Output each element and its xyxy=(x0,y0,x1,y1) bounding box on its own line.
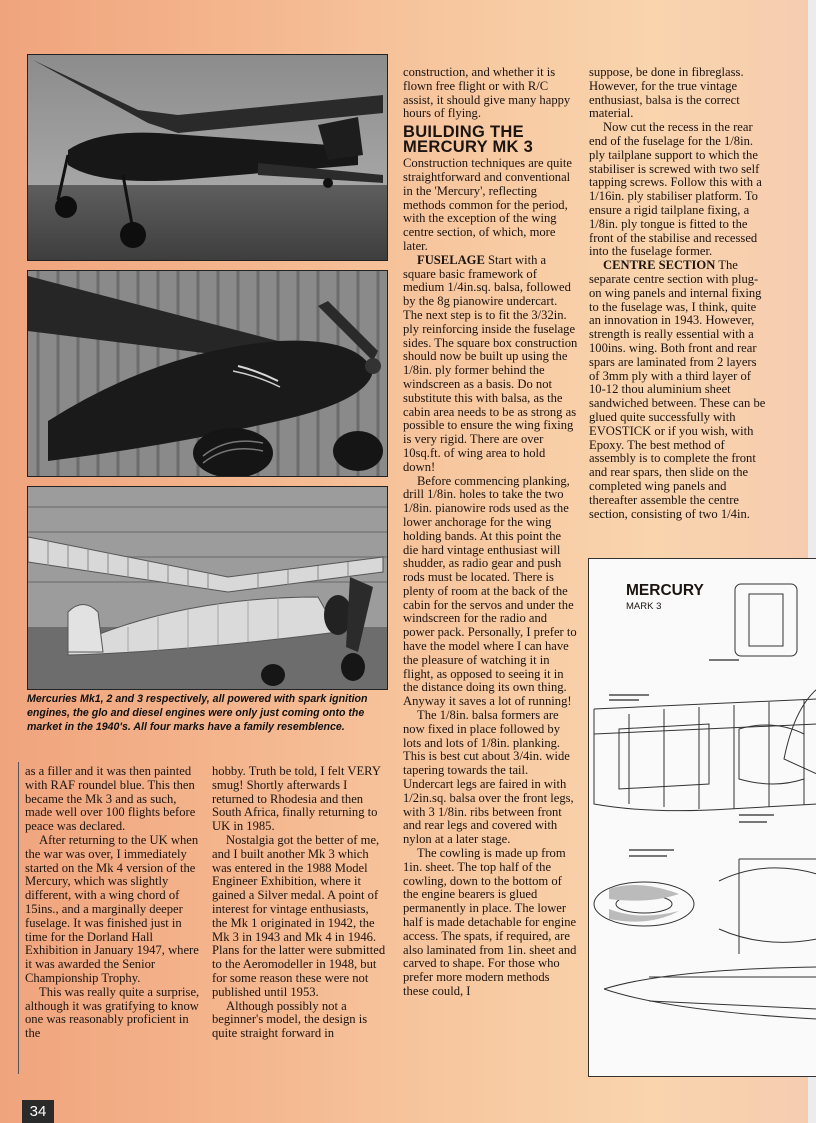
heading-line: BUILDING THE xyxy=(403,123,524,142)
paragraph: construction, and whether it is flown free flight or with R/C assist, it should give many happy hours of flying. xyxy=(403,65,571,121)
centre-section-text: The separate centre section with plug-on wing panels and internal fixing to the fuselage was, I think, quite an innovation in 1943. However, strength is really essential with a 100ins. wing. Both front and rear spars are laminated from 2 layers of 3mm ply with a third layer of 10-12 thou aluminium sheet sandwiched between. These can be glued quite successfully with EVOSTICK or if you wish, with Epoxy. The best method of assembly is to complete the front and rear spars, then slide on the completed wing panels and thereafter assemble the centre section, consisting of two 1/4in. xyxy=(589,258,766,521)
paragraph: The cowling is made up from 1in. sheet. The top half of the cowling, down to the bottom of the engine bearers is glued permanently in place. The lower half is made detachable for engine access. The spats, if required, are also laminated from 1in. sheet and carved to shape. For those who prefer more modern methods these could, I xyxy=(403,846,577,998)
paragraph: This was really quite a surprise, although it was gratifying to know one was reasonably proficient in the xyxy=(25,984,200,1041)
paragraph: The 1/8in. balsa formers are now fixed in place followed by lots and lots of 1/8in. planking. This is best cut about 3/4in. wide tapering towards the tail. Undercart legs are faired in with 1/2in.sq. balsa over the front legs, with 3 1/8in. ribs between front and rear legs and covered with nylon at a later stage. xyxy=(403,708,574,847)
photo-mercury-mk1 xyxy=(27,54,388,261)
column-4 xyxy=(589,66,767,521)
heading-line: MERCURY MK 3 xyxy=(403,138,534,157)
fuselage-text: Start with a square basic framework of medium 1/4in.sq. balsa, followed by the 8g pianowire undercart. The next step is to fit the 3/32in. ply reinforcing inside the fuselage sides. The square box construction should now be built up using the 1/8in. ply former behind the windscreen as a basis. Do not substitute this with balsa, as the cabin area needs to be as strong as possible to ensure the wing fixing is very rigid. There are over 10sq.ft. of wing area to hold down! xyxy=(403,252,578,474)
photo-mercury-mk2 xyxy=(27,270,388,477)
paragraph: Nostalgia got the better of me, and I built another Mk 3 which was entered in the 1988 Model Engineer Exhibition, where it gained a Silver medal. A point of interest for vintage enthusiasts, the Mk 1 originated in 1942, the Mk 3 in 1943 and Mk 4 in 1946. Plans for the latter were submitted to the Aeromodeller in 1948, but for some reason these were not published until 1953. xyxy=(212,832,386,999)
paragraph: After returning to the UK when the war was over, I immediately started on the Mk 4 version of the Mercury, which was slightly different, with a wing chord of 15ins., and a marginally deeper fuselage. It was finished just in time for the Dorland Hall Exhibition in January 1947, where it was awarded the Senior Championship Trophy. xyxy=(25,832,199,985)
paragraph: hobby. Truth be told, I felt VERY smug! Shortly afterwards I returned to Rhodesia and then South Africa, finally returning to UK in 1985. xyxy=(212,764,381,834)
fuselage-lead: FUSELAGE xyxy=(417,252,485,267)
bottom-column-1 xyxy=(25,765,201,1041)
paragraph: suppose, be done in fibreglass. However, for the true vintage enthusiast, balsa is the correct material. xyxy=(589,65,744,121)
paragraph: Now cut the recess in the rear end of the fuselage for the 1/8in. ply tailplane support to which the stabiliser is screwed with two self tapping screws. Follow this with a 1/16in. ply stabiliser platform. To ensure a rigid tailplane fixing, a 1/8in. ply tongue is fitted to the front of the stabilise and recessed into the fuselage former. xyxy=(589,120,762,259)
paragraph: Construction techniques are quite straightforward and conventional in the 'Mercury', reflecting methods common for the period, with the exception of the wing centre section, of which, more later. xyxy=(403,156,572,253)
page-number: 34 xyxy=(22,1100,54,1123)
plan-title: MERCURY xyxy=(626,582,704,599)
paragraph: as a filler and it was then painted with RAF roundel blue. This then became the Mk 3 and as such, made well over 100 flights before peace was declared. xyxy=(25,764,196,834)
paragraph: Although possibly not a beginner's model, the design is quite straight forward in xyxy=(212,998,368,1041)
paragraph: Before commencing planking, drill 1/8in. holes to take the two 1/8in. pianowire rods used as the lower anchorage for the wing holding bands. At this point the die hard vintage enthusiast will shudder, as radio gear and push rods must be located. There is plenty of room at the back of the cabin for the servos and under the windscreen for the radio and power pack. Personally, I prefer to have the model where I can have the pleasure of watching it in flight, as opposed to seeing it in the distance doing its own thing. Anyway it saves a lot of running! xyxy=(403,473,577,709)
section-heading xyxy=(403,125,578,155)
centre-section-lead: CENTRE SECTION xyxy=(603,258,716,273)
paragraph-centre-section xyxy=(589,259,767,521)
column-rule xyxy=(18,762,19,1074)
plan-subtitle: MARK 3 xyxy=(626,601,662,612)
mercury-plan-drawing xyxy=(588,558,816,1077)
column-3 xyxy=(403,66,578,999)
plan-linework xyxy=(589,559,816,1076)
photo-mercury-mk3 xyxy=(27,486,388,690)
bottom-column-2 xyxy=(212,765,386,1041)
photo-caption: Mercuries Mk1, 2 and 3 respectively, all powered with spark ignition engines, the glo and diesel engines were only just coming onto the market in the 1940's. All four marks have a family resemblence. xyxy=(27,693,368,733)
paragraph-fuselage xyxy=(403,254,578,475)
